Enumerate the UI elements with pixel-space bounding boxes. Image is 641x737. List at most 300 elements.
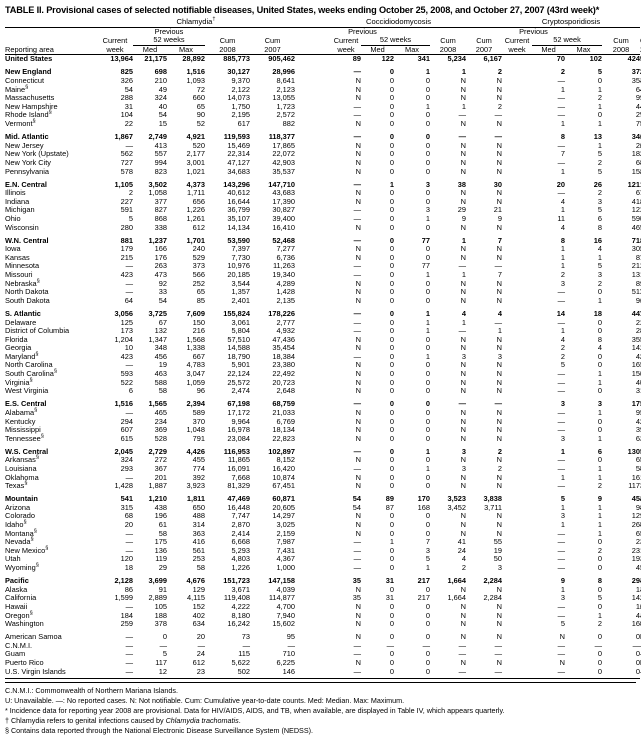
column-gap bbox=[295, 305, 331, 318]
data-cell: 2,870 bbox=[231, 520, 250, 530]
data-cell: 0 bbox=[389, 308, 395, 318]
data-cell: N bbox=[355, 455, 362, 465]
data-cell: 67,451 bbox=[272, 481, 296, 491]
column-gap bbox=[295, 396, 331, 409]
data-cell: 2,401 bbox=[231, 295, 250, 305]
data-cell: 0 bbox=[389, 270, 395, 280]
data-cell: 1,599 bbox=[114, 593, 133, 603]
data-cell: 14,297 bbox=[272, 511, 296, 521]
data-cell: 0 bbox=[635, 657, 641, 667]
row-label: W.N. Central bbox=[5, 235, 49, 245]
data-cell: N bbox=[460, 252, 467, 262]
row-footnote-marker: § bbox=[53, 368, 58, 375]
data-cell: 0 bbox=[602, 668, 640, 679]
column-gap bbox=[502, 271, 532, 280]
data-cell: 0 bbox=[389, 360, 395, 370]
data-cell: — bbox=[458, 399, 467, 409]
data-cell: 0 bbox=[162, 632, 167, 642]
column-gap bbox=[502, 612, 532, 621]
column-gap bbox=[502, 245, 532, 254]
column-gap bbox=[295, 319, 331, 328]
data-cell: 3,523 bbox=[447, 494, 467, 504]
data-cell: 215 bbox=[120, 252, 133, 262]
data-cell: 0 bbox=[425, 140, 431, 150]
data-cell: 6 bbox=[128, 386, 133, 396]
data-cell: N bbox=[496, 295, 503, 305]
data-cell: 10 bbox=[124, 343, 133, 353]
column-gap bbox=[502, 396, 532, 409]
data-cell: 1 bbox=[597, 295, 603, 305]
table-row bbox=[5, 512, 640, 521]
data-cell: 0 bbox=[597, 584, 603, 594]
column-gap bbox=[295, 456, 331, 465]
column-gap bbox=[295, 103, 331, 112]
data-cell: 105 bbox=[154, 601, 167, 611]
data-cell: 1 bbox=[560, 119, 566, 129]
data-cell: 4 bbox=[635, 101, 641, 111]
data-cell: 7,397 bbox=[231, 244, 250, 254]
data-cell: 1,568 bbox=[186, 334, 205, 344]
data-cell: 217 bbox=[417, 593, 431, 603]
data-cell: N bbox=[496, 334, 503, 344]
data-cell: 0 bbox=[425, 343, 431, 353]
data-cell: 0 bbox=[425, 76, 431, 86]
data-cell: 6,167 bbox=[483, 54, 503, 64]
data-cell: — bbox=[353, 351, 362, 361]
row-label: Guam bbox=[5, 649, 26, 659]
data-cell: 1 bbox=[560, 261, 566, 271]
data-cell: 17,865 bbox=[272, 140, 296, 150]
data-cell: 4 bbox=[635, 610, 641, 620]
data-cell: 13 bbox=[593, 132, 603, 142]
data-cell: 0 bbox=[425, 110, 431, 120]
data-cell: — bbox=[557, 93, 566, 103]
data-cell: 0 bbox=[389, 343, 395, 353]
data-cell: 26 bbox=[631, 520, 641, 530]
data-cell: — bbox=[458, 132, 467, 142]
data-cell: 16 bbox=[631, 472, 641, 482]
column-gap bbox=[502, 370, 532, 379]
weeks-label-3: 52 week bbox=[532, 36, 602, 45]
data-cell: 5 bbox=[597, 205, 603, 215]
data-cell: 0 bbox=[389, 601, 395, 611]
data-cell: 612 bbox=[192, 657, 205, 667]
data-cell: 0 bbox=[425, 399, 431, 409]
table-row bbox=[5, 629, 640, 642]
data-cell: 73 bbox=[241, 632, 250, 642]
data-cell: 0 bbox=[389, 110, 395, 120]
data-cell: 22,492 bbox=[272, 369, 296, 379]
data-cell: 46 bbox=[631, 222, 641, 232]
row-footnote-marker: § bbox=[34, 407, 38, 414]
data-cell: 9 bbox=[461, 213, 467, 223]
data-cell: 179 bbox=[120, 244, 133, 254]
column-gap bbox=[295, 150, 331, 159]
data-cell: 0 bbox=[389, 545, 395, 555]
row-label: E.N. Central bbox=[5, 179, 47, 189]
data-cell: 38 bbox=[457, 179, 467, 189]
weeks-label-1: 52 weeks bbox=[133, 36, 205, 45]
data-cell: — bbox=[494, 649, 503, 659]
data-cell: N bbox=[496, 166, 503, 176]
data-cell: 7,747 bbox=[231, 511, 250, 521]
column-gap bbox=[295, 418, 331, 427]
data-cell: — bbox=[125, 360, 133, 370]
table-row bbox=[5, 176, 640, 189]
data-cell: 35,107 bbox=[227, 213, 250, 223]
data-cell: 7,431 bbox=[276, 545, 296, 555]
data-cell: — bbox=[557, 407, 566, 417]
data-cell: 0 bbox=[389, 222, 395, 232]
data-cell: 77 bbox=[421, 261, 431, 271]
column-gap bbox=[295, 262, 331, 271]
data-cell: N bbox=[460, 619, 467, 629]
col-cum2008-1: Cum 2008 bbox=[219, 36, 236, 54]
column-gap bbox=[295, 344, 331, 353]
row-label: Florida bbox=[5, 334, 28, 344]
data-cell: 1,059 bbox=[186, 377, 205, 387]
data-cell: 31 bbox=[385, 593, 395, 603]
data-cell: 50 bbox=[493, 554, 503, 564]
column-gap bbox=[295, 573, 331, 586]
data-cell: 210 bbox=[154, 76, 167, 86]
row-label: New Jersey bbox=[5, 140, 44, 150]
data-cell: 1,811 bbox=[186, 494, 205, 504]
column-gap bbox=[295, 620, 331, 629]
column-gap bbox=[295, 271, 331, 280]
data-cell: — bbox=[353, 640, 362, 650]
data-cell: 6 bbox=[635, 188, 641, 198]
data-cell: N bbox=[355, 472, 362, 482]
data-cell: N bbox=[355, 377, 362, 387]
data-cell: — bbox=[353, 132, 362, 142]
column-gap bbox=[502, 642, 532, 651]
data-cell: 881 bbox=[120, 235, 133, 245]
data-cell: N bbox=[460, 119, 467, 129]
data-cell: N bbox=[460, 244, 467, 254]
data-cell: 634 bbox=[192, 619, 205, 629]
column-gap bbox=[502, 288, 532, 297]
table-row bbox=[5, 189, 640, 198]
data-cell: 8 bbox=[597, 334, 603, 344]
data-cell: 0 bbox=[389, 140, 395, 150]
data-cell: N bbox=[460, 416, 467, 426]
column-gap bbox=[502, 215, 532, 224]
column-gap bbox=[502, 594, 532, 603]
data-cell: 5 bbox=[597, 166, 603, 176]
table-row bbox=[5, 594, 640, 603]
data-cell: — bbox=[353, 101, 362, 111]
data-cell: 12 bbox=[133, 668, 167, 679]
data-cell: 121 bbox=[627, 179, 641, 189]
data-cell: — bbox=[458, 640, 467, 650]
data-cell: 0 bbox=[425, 287, 431, 297]
row-label: Mid. Atlantic bbox=[5, 132, 49, 142]
data-cell: 1 bbox=[597, 369, 603, 379]
data-cell: 0 bbox=[389, 326, 395, 336]
data-cell: N bbox=[460, 425, 467, 435]
data-cell: 35,537 bbox=[272, 166, 296, 176]
row-label: Massachusetts bbox=[5, 93, 55, 103]
blank-cell bbox=[466, 27, 502, 36]
table-row bbox=[5, 86, 640, 95]
data-cell: 528 bbox=[154, 433, 167, 443]
data-cell: 1 bbox=[560, 502, 566, 512]
data-cell: 2,414 bbox=[231, 528, 250, 538]
column-gap bbox=[502, 319, 532, 328]
row-label: Delaware bbox=[5, 317, 37, 327]
data-cell: 3 bbox=[425, 205, 431, 215]
column-gap bbox=[502, 353, 532, 362]
data-cell: 119 bbox=[155, 554, 167, 564]
data-cell: 31 bbox=[124, 101, 133, 111]
data-cell: — bbox=[557, 464, 566, 473]
data-cell: 86 bbox=[124, 584, 133, 594]
data-cell: 2,123 bbox=[276, 84, 296, 94]
data-cell: 3 bbox=[597, 270, 603, 280]
data-cell: 22 bbox=[124, 119, 133, 129]
data-cell: 9 bbox=[597, 494, 603, 504]
data-cell: 3,452 bbox=[447, 502, 467, 512]
table-row bbox=[5, 94, 640, 103]
data-cell: 823 bbox=[154, 166, 167, 176]
data-cell: N bbox=[496, 619, 503, 629]
data-cell: 67 bbox=[158, 317, 167, 327]
data-cell: 102,897 bbox=[268, 446, 296, 456]
data-cell: 175 bbox=[154, 537, 167, 547]
row-label: Ohio bbox=[5, 213, 21, 223]
data-cell: 59 bbox=[631, 213, 641, 223]
data-cell: 2,177 bbox=[186, 149, 205, 159]
data-cell: 4,039 bbox=[276, 584, 296, 594]
data-cell: 1 bbox=[635, 601, 641, 611]
data-cell: 0 bbox=[389, 188, 395, 198]
row-label: New York City bbox=[5, 157, 52, 167]
data-cell: — bbox=[494, 110, 503, 120]
data-cell: 5 bbox=[560, 619, 566, 629]
data-cell: 3,544 bbox=[231, 278, 250, 288]
column-gap bbox=[502, 254, 532, 263]
table-row bbox=[5, 215, 640, 224]
column-gap bbox=[502, 465, 532, 474]
data-cell: 22,314 bbox=[227, 149, 250, 159]
data-cell: 1 bbox=[560, 326, 566, 336]
table-row bbox=[5, 159, 640, 168]
data-cell: 259 bbox=[120, 619, 133, 629]
footnote-dagger-italic: Chlamydia trachomatis bbox=[165, 716, 239, 726]
data-cell: N bbox=[460, 278, 467, 288]
data-cell: 85 bbox=[196, 295, 205, 305]
col-current-3: Current week bbox=[504, 36, 530, 54]
data-cell: N bbox=[460, 472, 467, 482]
data-cell: — bbox=[557, 377, 566, 387]
data-cell: N bbox=[355, 610, 362, 620]
data-cell: 1,565 bbox=[148, 399, 167, 409]
row-label: S. Atlantic bbox=[5, 308, 41, 318]
data-cell: 91 bbox=[158, 584, 167, 594]
data-cell: — bbox=[353, 213, 362, 223]
data-cell: 566 bbox=[192, 270, 205, 280]
data-cell: 3,923 bbox=[186, 481, 205, 491]
data-cell: 885,773 bbox=[223, 54, 250, 64]
data-cell: N bbox=[460, 93, 467, 103]
data-cell: 0 bbox=[425, 386, 431, 396]
data-cell: 227 bbox=[120, 196, 133, 206]
column-gap bbox=[502, 77, 532, 86]
table-row bbox=[5, 198, 640, 207]
data-cell: 2,648 bbox=[276, 386, 296, 396]
table-row bbox=[5, 650, 640, 659]
column-gap bbox=[295, 629, 331, 642]
data-cell: 0 bbox=[389, 386, 395, 396]
column-gap bbox=[295, 474, 331, 483]
weeks-row bbox=[5, 36, 640, 45]
column-gap bbox=[295, 409, 331, 418]
data-cell: 34 bbox=[631, 132, 641, 142]
data-cell: 71 bbox=[631, 235, 641, 245]
data-cell: N bbox=[355, 584, 362, 594]
header-spacer bbox=[5, 18, 97, 27]
data-cell: 64 bbox=[124, 295, 133, 305]
data-cell: 9 bbox=[635, 502, 641, 512]
data-cell: 5 bbox=[597, 261, 603, 271]
data-cell: 727 bbox=[120, 157, 133, 167]
data-cell: 4 bbox=[497, 308, 503, 318]
column-gap bbox=[295, 159, 331, 168]
data-cell: 827 bbox=[154, 205, 167, 215]
data-cell: 326 bbox=[120, 76, 133, 86]
row-label: Minnesota bbox=[5, 261, 40, 271]
data-cell: — bbox=[242, 640, 250, 650]
data-cell: — bbox=[125, 528, 133, 538]
data-cell: 1,723 bbox=[276, 101, 296, 111]
column-gap bbox=[502, 111, 532, 120]
data-cell: 0 bbox=[389, 295, 395, 305]
column-gap bbox=[502, 474, 532, 483]
data-cell: 3,502 bbox=[148, 179, 167, 189]
data-cell: 47,469 bbox=[227, 494, 250, 504]
data-cell: 272 bbox=[154, 455, 167, 465]
footnote-dagger-pre: † Chlamydia refers to genital infections caused by bbox=[5, 716, 166, 726]
data-cell: 0 bbox=[389, 67, 395, 77]
data-cell: N bbox=[496, 84, 503, 94]
col-med-2: Med bbox=[361, 45, 394, 55]
data-cell: 122 bbox=[381, 54, 395, 64]
data-cell: N bbox=[460, 481, 467, 491]
row-label: Iowa bbox=[5, 244, 21, 254]
data-cell: 9 bbox=[560, 576, 566, 586]
table-row bbox=[5, 353, 640, 362]
row-label: Arizona bbox=[5, 502, 31, 512]
table-row bbox=[5, 271, 640, 280]
footnote-section: § Contains data reported through the National Electronic Disease Surveillance System (NEDSS). bbox=[5, 726, 314, 736]
data-cell: 12 bbox=[631, 511, 641, 521]
data-cell: 7,609 bbox=[186, 308, 205, 318]
data-cell: — bbox=[458, 110, 467, 120]
data-cell: 29 bbox=[158, 563, 167, 573]
data-cell: 1 bbox=[560, 584, 566, 594]
gap-1 bbox=[295, 18, 331, 27]
data-cell: 54 bbox=[158, 110, 167, 120]
data-cell: 0 bbox=[425, 511, 431, 521]
data-cell: 68 bbox=[124, 511, 133, 521]
column-gap bbox=[502, 232, 532, 245]
data-cell: 20 bbox=[124, 520, 133, 530]
data-cell: 41 bbox=[457, 537, 467, 547]
data-cell: 20 bbox=[196, 632, 205, 642]
data-cell: N bbox=[496, 610, 503, 620]
row-footnote-marker: § bbox=[24, 480, 28, 487]
data-cell: 0 bbox=[597, 563, 603, 573]
data-cell: N bbox=[460, 455, 467, 465]
row-label: New England bbox=[5, 67, 52, 77]
column-gap bbox=[502, 482, 532, 491]
row-label: District of Columbia bbox=[5, 326, 70, 336]
data-cell: 54 bbox=[352, 494, 362, 504]
data-cell: 288 bbox=[120, 93, 133, 103]
data-cell: 416 bbox=[192, 537, 205, 547]
data-cell: 115 bbox=[238, 649, 250, 659]
data-cell: — bbox=[494, 317, 503, 327]
data-cell: 8,641 bbox=[276, 76, 296, 86]
data-cell: 2,284 bbox=[483, 576, 503, 586]
data-cell: — bbox=[353, 308, 362, 318]
row-label: North Dakota bbox=[5, 287, 49, 297]
data-cell: N bbox=[460, 632, 467, 642]
data-cell: 36,799 bbox=[227, 205, 250, 215]
data-cell: 562 bbox=[120, 149, 133, 159]
data-cell: 1 bbox=[635, 584, 641, 594]
data-cell: 6,668 bbox=[231, 537, 250, 547]
data-cell: 7,668 bbox=[231, 472, 250, 482]
data-cell: 2 bbox=[597, 93, 603, 103]
column-gap bbox=[295, 120, 331, 129]
data-cell: 4,676 bbox=[186, 576, 205, 586]
data-cell: 4 bbox=[560, 334, 566, 344]
row-label: Rhode Island§ bbox=[5, 109, 52, 120]
data-cell: N bbox=[355, 343, 362, 353]
data-cell: 170 bbox=[417, 494, 431, 504]
column-gap bbox=[295, 659, 331, 668]
column-gap bbox=[502, 224, 532, 233]
data-cell: 7 bbox=[497, 235, 503, 245]
data-cell: 5 bbox=[635, 464, 641, 473]
row-label: Puerto Rico bbox=[5, 657, 44, 667]
data-cell: N bbox=[355, 425, 362, 435]
data-cell: 12 bbox=[631, 205, 641, 215]
data-cell: 324 bbox=[120, 455, 133, 465]
data-cell: 18 bbox=[631, 149, 641, 159]
data-cell: 0 bbox=[389, 196, 395, 206]
table-row bbox=[5, 465, 640, 474]
data-cell: 8 bbox=[560, 235, 566, 245]
data-cell: 0 bbox=[389, 252, 395, 262]
data-cell: 423 bbox=[120, 351, 133, 361]
row-label: Vermont§ bbox=[5, 118, 36, 129]
data-cell: 2 bbox=[560, 270, 566, 280]
data-cell: 23 bbox=[167, 668, 205, 679]
row-label: Indiana bbox=[5, 196, 30, 206]
data-cell: — bbox=[125, 632, 133, 642]
data-cell: 30 bbox=[493, 179, 503, 189]
data-cell: 104 bbox=[120, 110, 133, 120]
table-row bbox=[5, 435, 640, 444]
data-cell: 0 bbox=[425, 119, 431, 129]
data-cell: 0 bbox=[389, 416, 395, 426]
data-cell: 2 bbox=[635, 317, 641, 327]
data-cell: 4 bbox=[560, 222, 566, 232]
table-row bbox=[5, 55, 640, 64]
